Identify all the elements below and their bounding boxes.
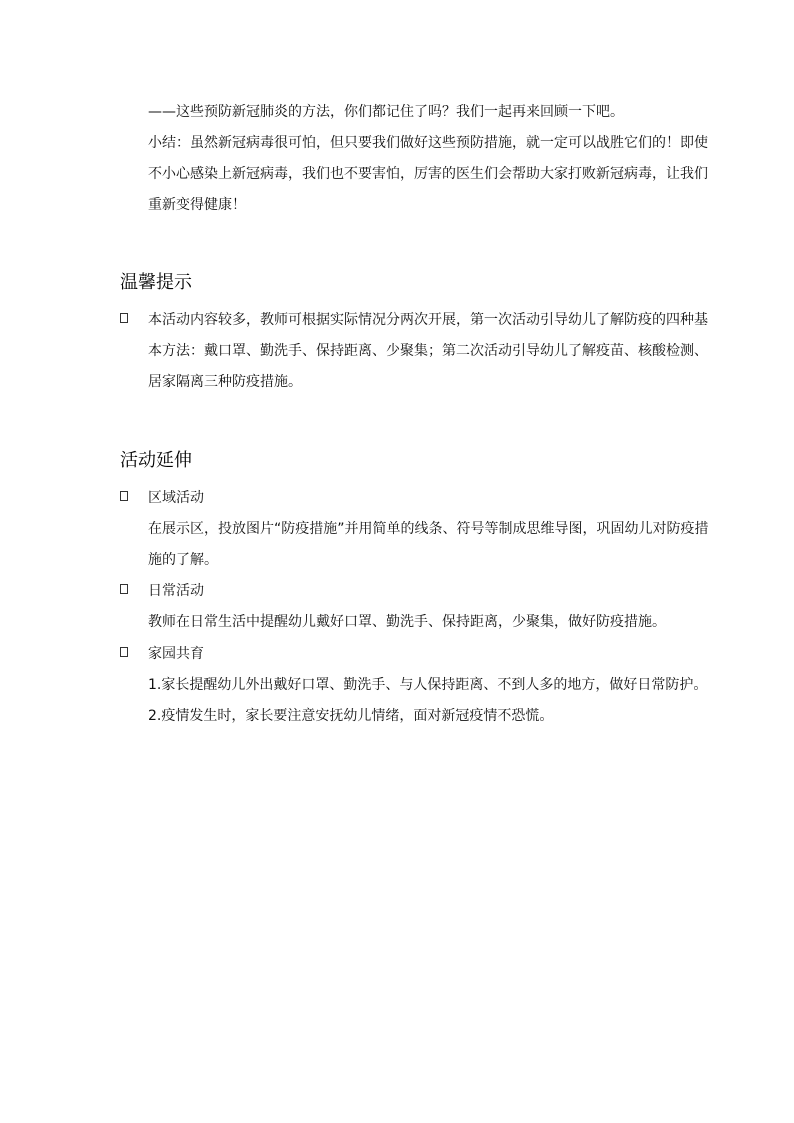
bullet-icon xyxy=(120,647,128,657)
tips-text: 本活动内容较多，教师可根据实际情况分两次开展，第一次活动引导幼儿了解防疫的四种基本方法：戴口罩、勤洗手、保持距离、少聚集；第二次活动引导幼儿了解疫苗、核酸检测、居家隔离三种防疫措施。 xyxy=(148,312,708,390)
daily-activity-text: 教师在日常生活中提醒幼儿戴好口罩、勤洗手、保持距离，少聚集，做好防疫措施。 xyxy=(148,614,666,630)
bullet-icon xyxy=(120,313,128,323)
extension-heading: 活动延伸 xyxy=(120,450,192,471)
home-school-item-1: 1.家长提醒幼儿外出戴好口罩、勤洗手、与人保持距离、不到人多的地方，做好日常防护。 xyxy=(148,677,708,693)
area-activity-title: 区域活动 xyxy=(148,490,204,506)
home-school-item-2: 2.疫情发生时，家长要注意安抚幼儿情绪，面对新冠疫情不恐慌。 xyxy=(148,708,554,724)
bullet-icon xyxy=(120,584,128,594)
daily-activity-title: 日常活动 xyxy=(148,583,204,599)
home-school-title: 家园共育 xyxy=(148,646,204,662)
area-activity-text: 在展示区，投放图片“防疫措施”并用简单的线条、符号等制成思维导图，巩固幼儿对防疫措施的了解。 xyxy=(148,521,709,568)
intro-line: ——这些预防新冠肺炎的方法，你们都记住了吗？我们一起再来回顾一下吧。 xyxy=(148,104,624,120)
tips-heading: 温馨提示 xyxy=(120,272,192,293)
summary-paragraph: 小结：虽然新冠病毒很可怕，但只要我们做好这些预防措施，就一定可以战胜它们的！即使不小心感染上新冠病毒，我们也不要害怕，厉害的医生们会帮助大家打败新冠病毒，让我们重新变得健康！ xyxy=(148,135,708,213)
bullet-icon xyxy=(120,491,128,501)
